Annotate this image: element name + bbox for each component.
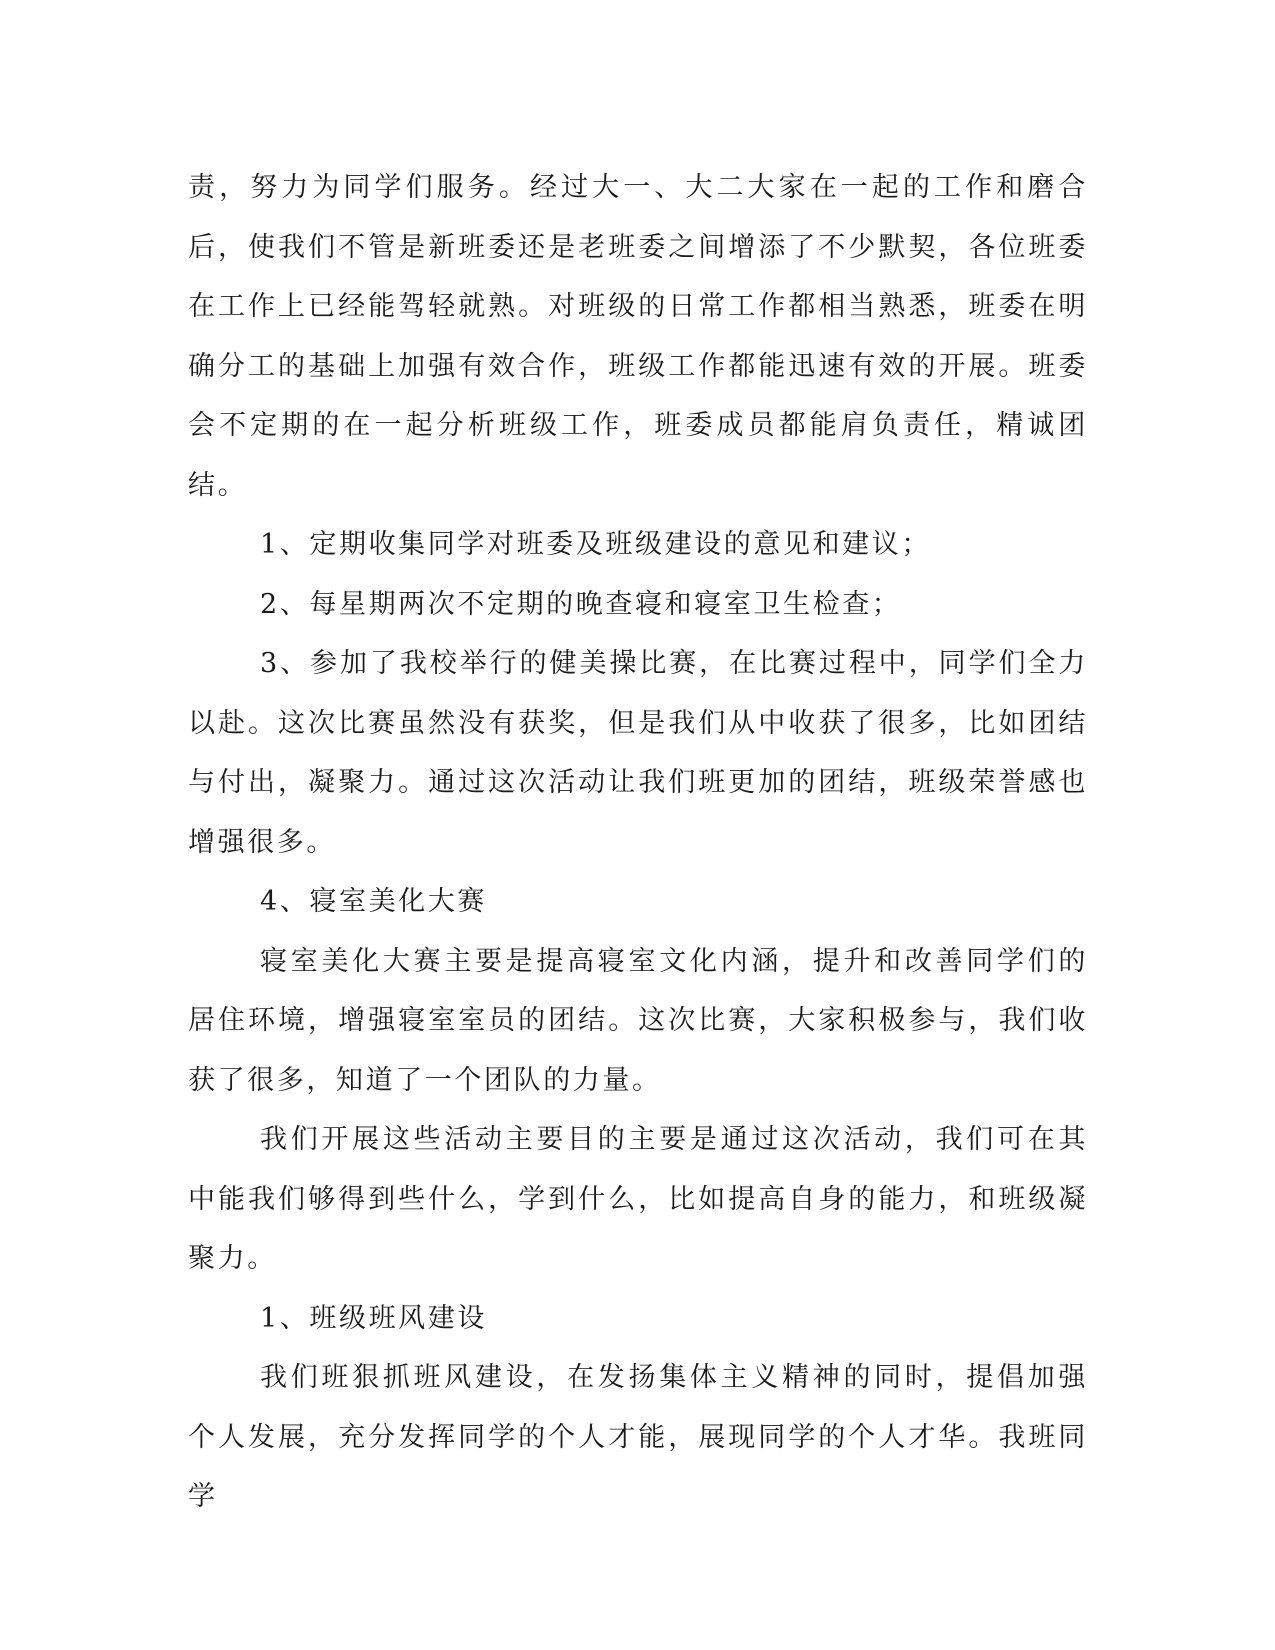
section-heading-class-style: 1、班级班风建设 — [260, 1302, 487, 1334]
list-item-aerobics: 3、参加了我校举行的健美操比赛，在比赛过程中，同学们全力以赴。这次比赛虽然没有获奖，但是我们从中收获了很多，比如团结与付出，凝聚力。通过这次活动让我们班更加的团结，班级荣誉感也增强很多。 — [188, 648, 1088, 858]
list-item-feedback: 1、定期收集同学对班委及班级建设的意见和建议； — [260, 529, 931, 560]
list-item-dorm-check: 2、每星期两次不定期的晚查寝和寝室卫生检查； — [260, 588, 902, 620]
document-body — [188, 158, 1088, 1527]
paragraph-class-committee: 责，努力为同学们服务。经过大一、大二大家在一起的工作和磨合后，使我们不管是新班委还是老班委之间增添了不少默契，各位班委在工作上已经能驾轻就熟。对班级的日常工作都相当熟悉，班委在明确分工的基础上加强有效合作，班级工作都能迅速有效的开展。班委会不定期的在一起分析班级工作，班委成员都能肩负责任，精诚团结。 — [188, 172, 1088, 501]
list-item-dorm-contest: 4、寝室美化大赛 — [260, 886, 487, 917]
paragraph-activity-purpose: 我们开展这些活动主要目的主要是通过这次活动，我们可在其中能我们够得到些什么，学到什么，比如提高自身的能力，和班级凝聚力。 — [188, 1124, 1088, 1274]
paragraph-class-style: 我们班狠抓班风建设，在发扬集体主义精神的同时，提倡加强个人发展，充分发挥同学的个人才能，展现同学的个人才华。我班同学 — [188, 1362, 1088, 1512]
paragraph-dorm-contest: 寝室美化大赛主要是提高寝室文化内涵，提升和改善同学们的居住环境，增强寝室室员的团结。这次比赛，大家积极参与，我们收获了很多，知道了一个团队的力量。 — [188, 945, 1088, 1096]
